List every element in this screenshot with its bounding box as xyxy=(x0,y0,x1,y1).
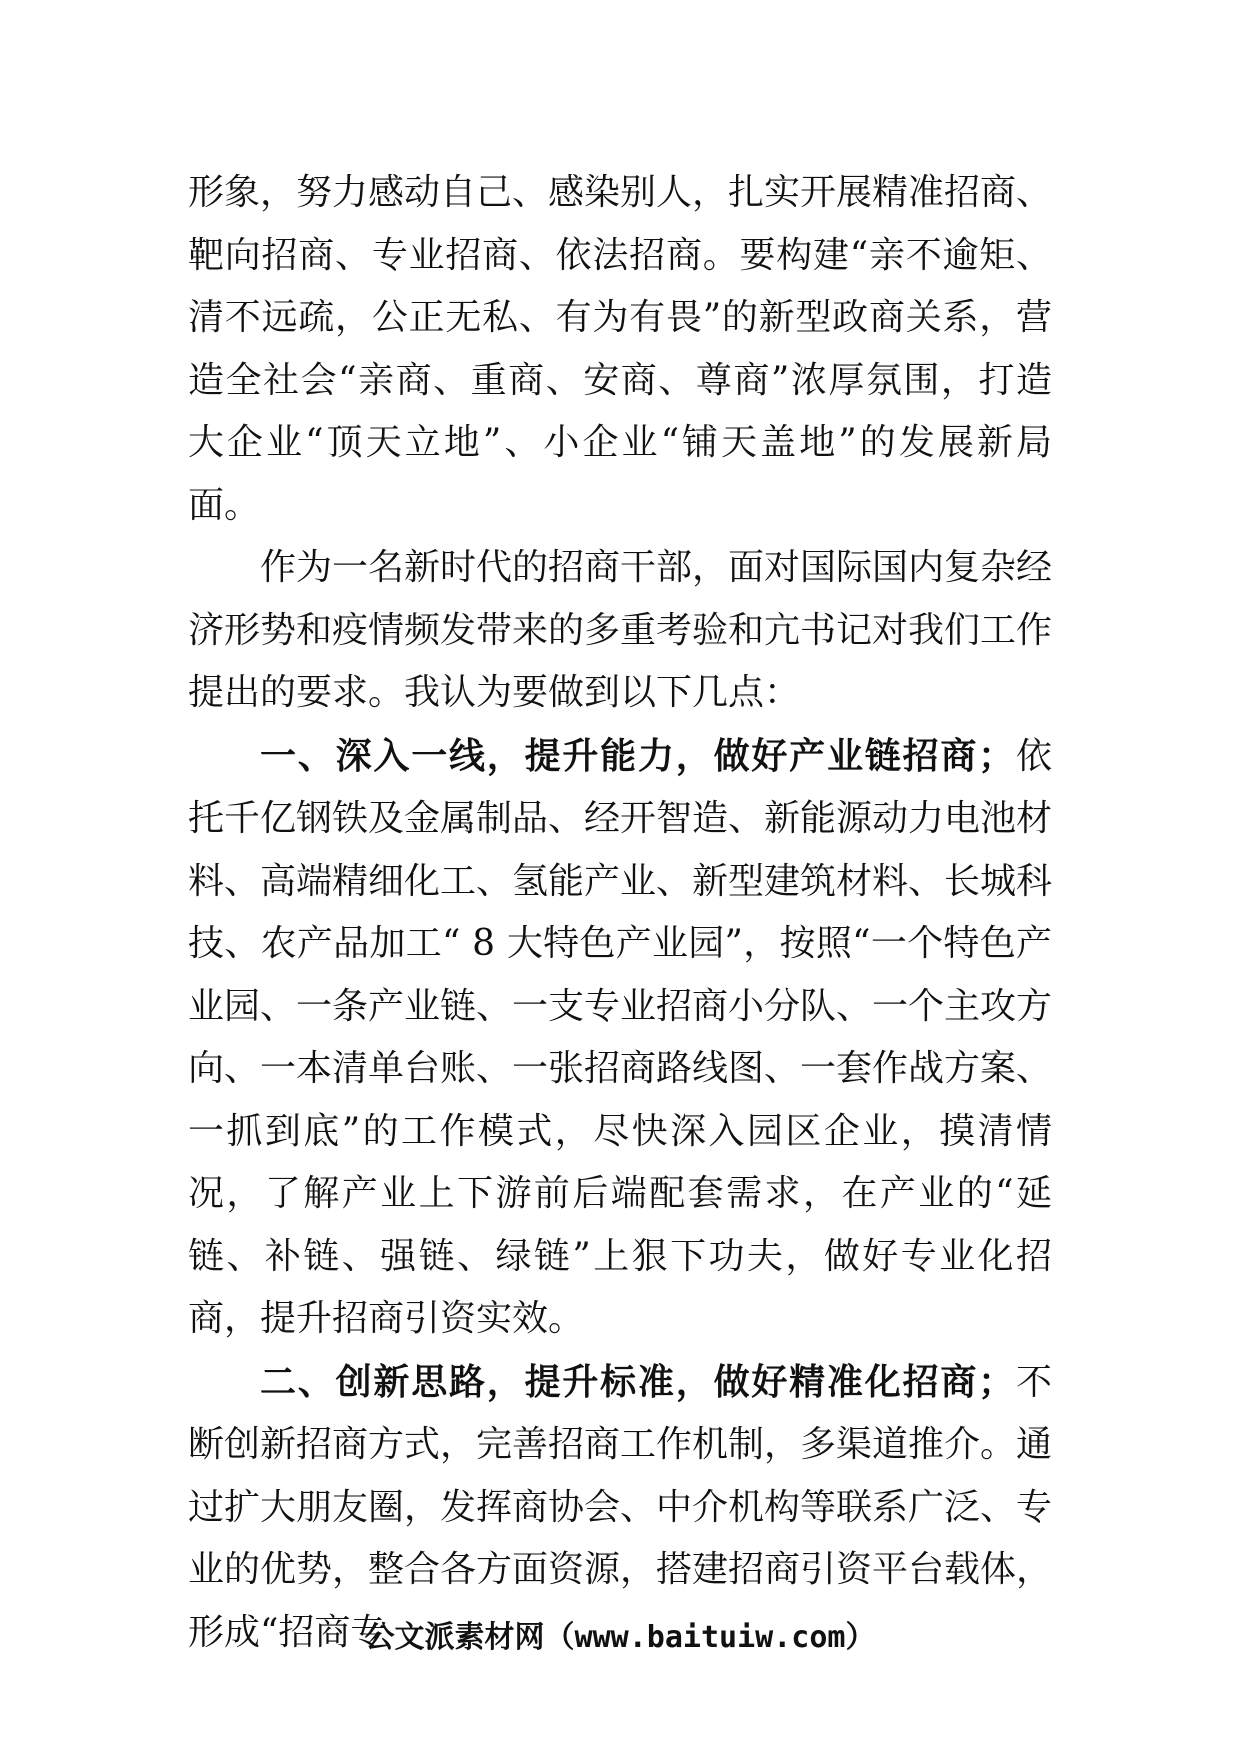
paragraph-text: 不断创新招商方式，完善招商工作机制，多渠道推介。通过扩大朋友圈，发挥商协会、中介机构等联系广泛、专业的优势，整合各方面资源，搭建招商引资平台载体，形成“招商专 xyxy=(188,1361,1053,1653)
paragraph-text: 作为一名新时代的招商干部，面对国际国内复杂经济形势和疫情频发带来的多重考验和亢书记对我们工作提出的要求。我认为要做到以下几点： xyxy=(188,547,1053,713)
point-two-heading: 二、创新思路，提升标准，做好精准化招商； xyxy=(260,1360,1015,1403)
document-body xyxy=(188,162,1052,1664)
footer-site-url: （www.baituiw.com） xyxy=(544,1620,876,1655)
page-footer xyxy=(0,1612,1240,1656)
paragraph-point-one xyxy=(188,725,1052,1351)
footer-site-name: 公文派素材网 xyxy=(364,1620,545,1655)
paragraph-text: 依托千亿钢铁及金属制品、经开智造、新能源动力电池材料、高端精细化工、氢能产业、新型建筑材料、长城科技、农产品加工“ 8 大特色产业园”，按照“一个特色产业园、一条产业链、一支专业招商小分队、一个主攻方向、一本清单台账、一张招商路线图、一套作战方案、一抓到底”的工作模式，尽快深入园区企业，摸清情况，了解产业上下游前后端配套需求，在产业的“延链、补链、强链、绿链”上狠下功夫，做好专业化招商，提升招商引资实效。 xyxy=(188,735,1053,1339)
paragraph-continuation xyxy=(188,162,1052,537)
paragraph-text: 形象，努力感动自己、感染别人，扎实开展精准招商、靶向招商、专业招商、依法招商。要构建“亲不逾矩、清不远疏，公正无私、有为有畏”的新型政商关系，营造全社会“亲商、重商、安商、尊商”浓厚氛围，打造大企业“顶天立地”、小企业“铺天盖地”的发展新局面。 xyxy=(188,172,1053,526)
point-one-heading: 一、深入一线，提升能力，做好产业链招商； xyxy=(260,734,1015,777)
paragraph-intro xyxy=(188,537,1052,725)
